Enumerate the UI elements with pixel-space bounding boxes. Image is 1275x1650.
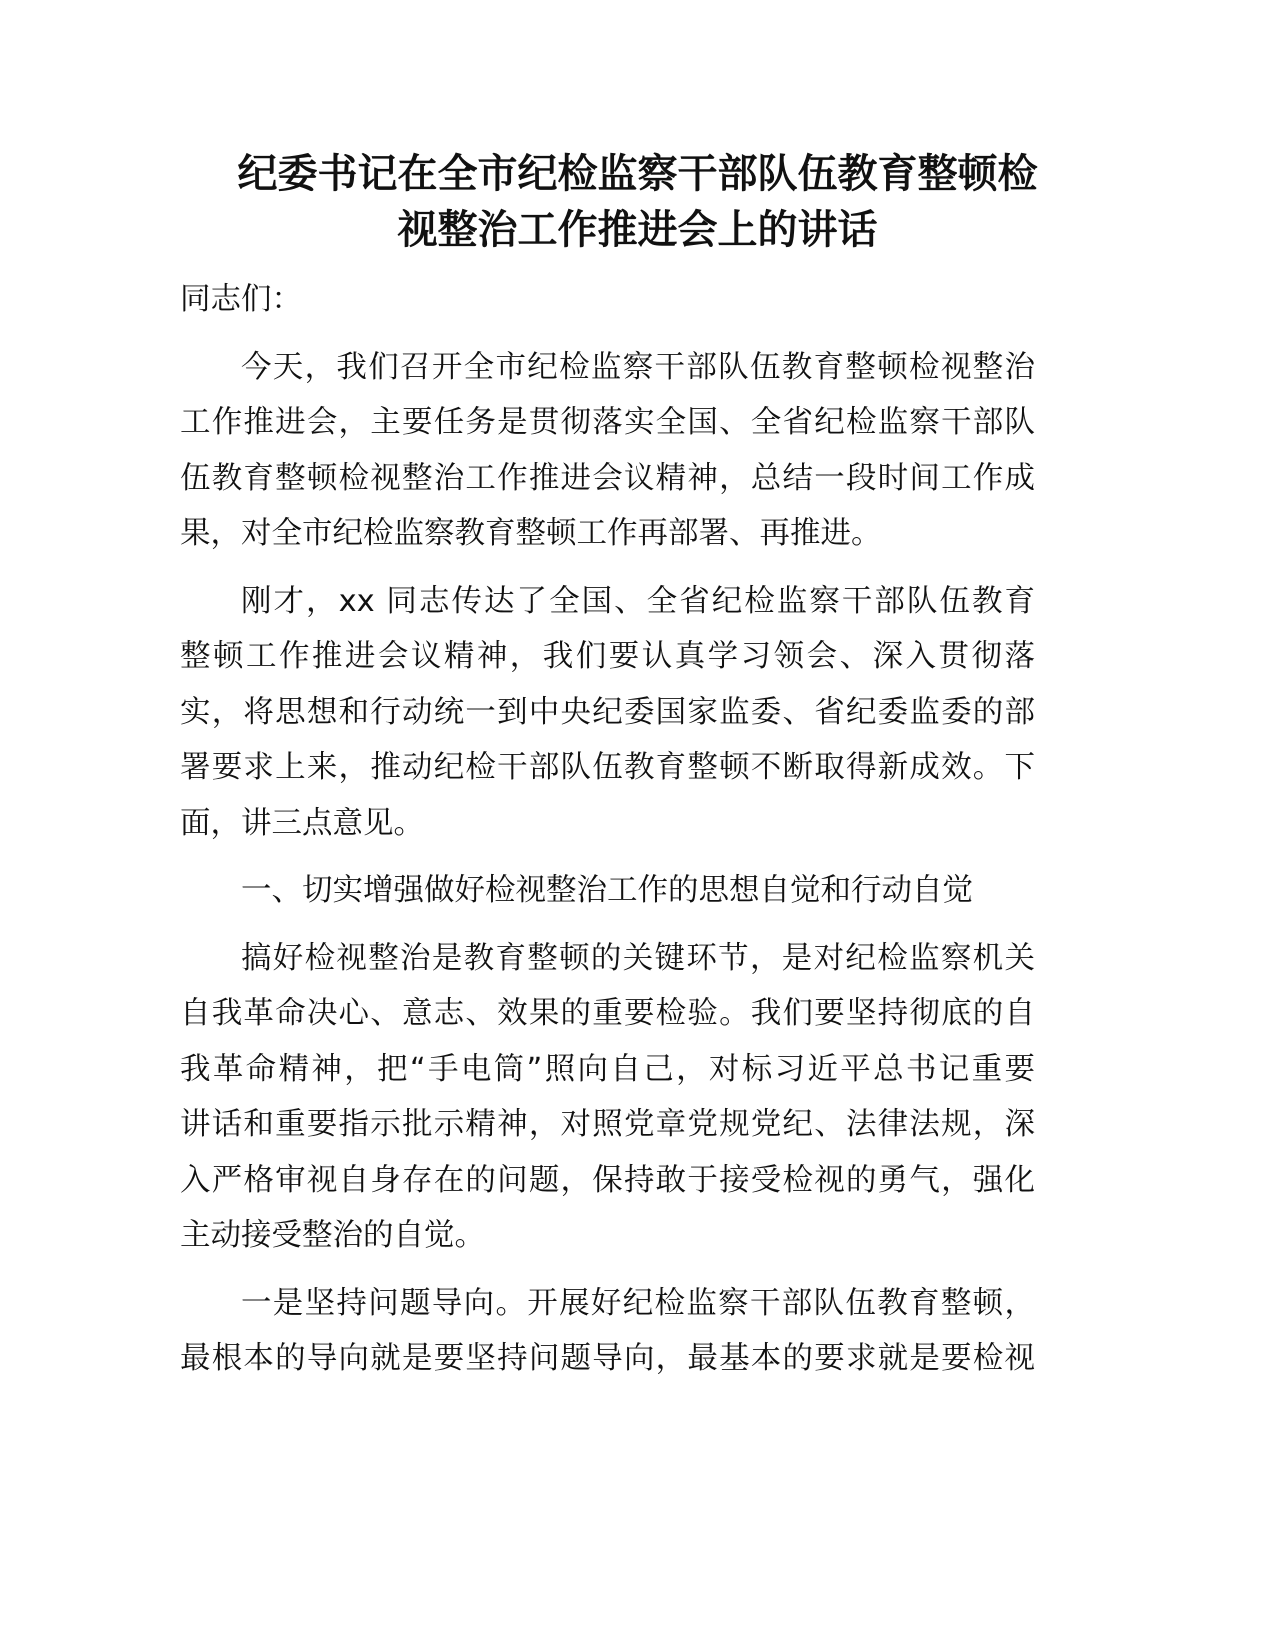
paragraph <box>180 574 1035 852</box>
text-line: 入严格审视自身存在的问题，保持敢于接受检视的勇气，强化 <box>180 1162 1035 1198</box>
text-line: 面，讲三点意见。 <box>180 805 424 841</box>
document-body <box>180 272 1035 1399</box>
text-line: 一是坚持问题导向。开展好纪检监察干部队伍教育整顿， <box>241 1285 1035 1321</box>
text-line: 自我革命决心、意志、效果的重要检验。我们要坚持彻底的自 <box>180 996 1035 1031</box>
text-line: 最根本的导向就是要坚持问题导向，最基本的要求就是要检视 <box>180 1341 1035 1376</box>
text-line: 署要求上来，推动纪检干部队伍教育整顿不断取得新成效。下 <box>180 750 1035 785</box>
text-line: 刚才，xx 同志传达了全国、全省纪检监察干部队伍教育 <box>241 583 1035 619</box>
text-line: 伍教育整顿检视整治工作推进会议精神，总结一段时间工作成 <box>180 460 1035 496</box>
text-line: 同志们： <box>180 282 302 317</box>
text-line: 我革命精神，把“手电筒”照向自己，对标习近平总书记重要 <box>180 1051 1035 1087</box>
text-line: 一、切实增强做好检视整治工作的思想自觉和行动自觉 <box>241 873 973 908</box>
text-line: 整顿工作推进会议精神，我们要认真学习领会、深入贯彻落 <box>180 639 1035 674</box>
paragraph <box>180 340 1035 562</box>
paragraph <box>180 1276 1035 1387</box>
paragraph <box>180 272 1035 328</box>
text-line: 讲话和重要指示批示精神，对照党章党规党纪、法律法规，深 <box>180 1107 1035 1142</box>
text-line: 工作推进会，主要任务是贯彻落实全国、全省纪检监察干部队 <box>180 405 1035 440</box>
document-title <box>0 146 1275 258</box>
title-line-1: 纪委书记在全市纪检监察干部队伍教育整顿检 <box>237 151 1038 197</box>
text-line: 今天，我们召开全市纪检监察干部队伍教育整顿检视整治 <box>241 349 1035 385</box>
paragraph <box>180 931 1035 1264</box>
text-line: 实，将思想和行动统一到中央纪委国家监委、省纪委监委的部 <box>180 694 1035 730</box>
title-line-2: 视整治工作推进会上的讲话 <box>397 207 878 253</box>
text-line: 果，对全市纪检监察教育整顿工作再部署、再推进。 <box>180 516 882 551</box>
text-line: 主动接受整治的自觉。 <box>180 1218 485 1253</box>
paragraph <box>180 863 1035 919</box>
text-line: 搞好检视整治是教育整顿的关键环节，是对纪检监察机关 <box>241 940 1035 976</box>
